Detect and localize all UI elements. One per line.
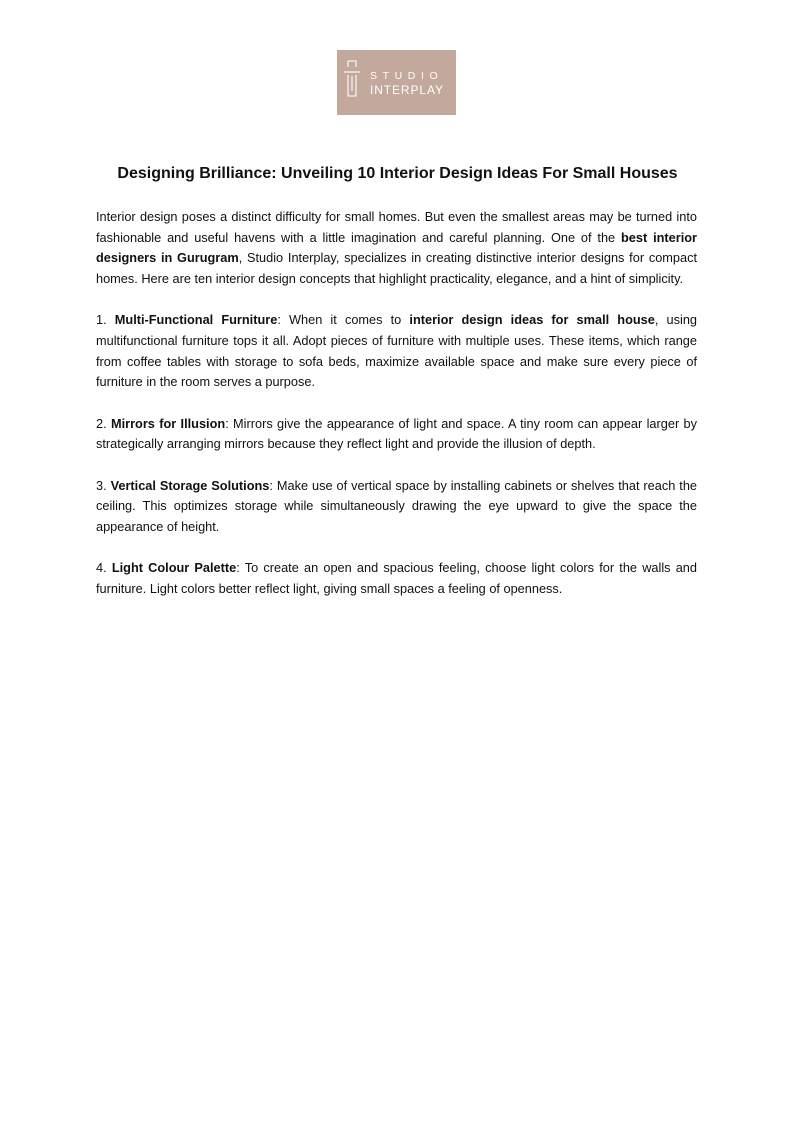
item-number: 4. — [96, 560, 112, 576]
item-number: 2. — [96, 415, 111, 431]
intro-text: Interior design poses a distinct difficulty for small homes. But even the smallest areas may be turned into fashionable and useful havens with a little imagination and careful planning. One of the — [96, 209, 697, 245]
list-item — [96, 310, 697, 393]
item-heading: Mirrors for Illusion — [110, 415, 226, 431]
logo-text-interplay: INTERPLAY — [370, 83, 444, 97]
item-text: : When it comes to — [277, 312, 410, 328]
studio-interplay-logo — [337, 50, 456, 115]
list-item — [96, 558, 697, 599]
item-text: : Mirrors give the appearance of light and space. A tiny room can appear larger by strategically arranging mirrors because they reflect light and provide the illusion of depth. — [96, 415, 697, 452]
logo-mark-icon — [343, 60, 361, 104]
intro-paragraph — [96, 207, 697, 290]
item-heading: Light Colour Palette — [111, 560, 237, 576]
page-title: Designing Brilliance: Unveiling 10 Interior Design Ideas For Small Houses — [117, 165, 678, 182]
item-heading: Multi-Functional Furniture — [114, 312, 278, 328]
item-number: 1. — [96, 312, 115, 328]
item-text: : To create an open and spacious feeling, choose light colors for the walls and furniture. Light colors better reflect light, giving small spaces a feeling of openness. — [96, 560, 697, 596]
item-bold-keyword: interior design ideas for small house — [409, 312, 655, 328]
list-item — [96, 414, 697, 455]
item-heading: Vertical Storage Solutions — [110, 477, 270, 493]
intro-text-continued: , Studio Interplay, specializes in creating distinctive interior designs for compact homes. Here are ten interior design concepts that highlight practicality, elegance, and a hint of simplicity. — [96, 250, 697, 287]
logo-text-studio: STUDIO — [370, 70, 444, 82]
item-text-continued: , using multifunctional furniture tops it all. Adopt pieces of furniture with multiple uses. These items, which range from coffee tables with storage to sofa beds, maximize available space and make sure every piece of furniture in the room serves a purpose. — [96, 312, 698, 390]
intro-bold-text: best interior designers in Gurugram — [96, 229, 697, 266]
item-text: : Make use of vertical space by installing cabinets or shelves that reach the ceiling. This optimizes storage while simultaneously drawing the eye upward to give the space the appearance of height. — [96, 477, 697, 534]
list-item — [96, 476, 697, 538]
item-number: 3. — [96, 477, 111, 493]
article-body — [96, 207, 697, 620]
